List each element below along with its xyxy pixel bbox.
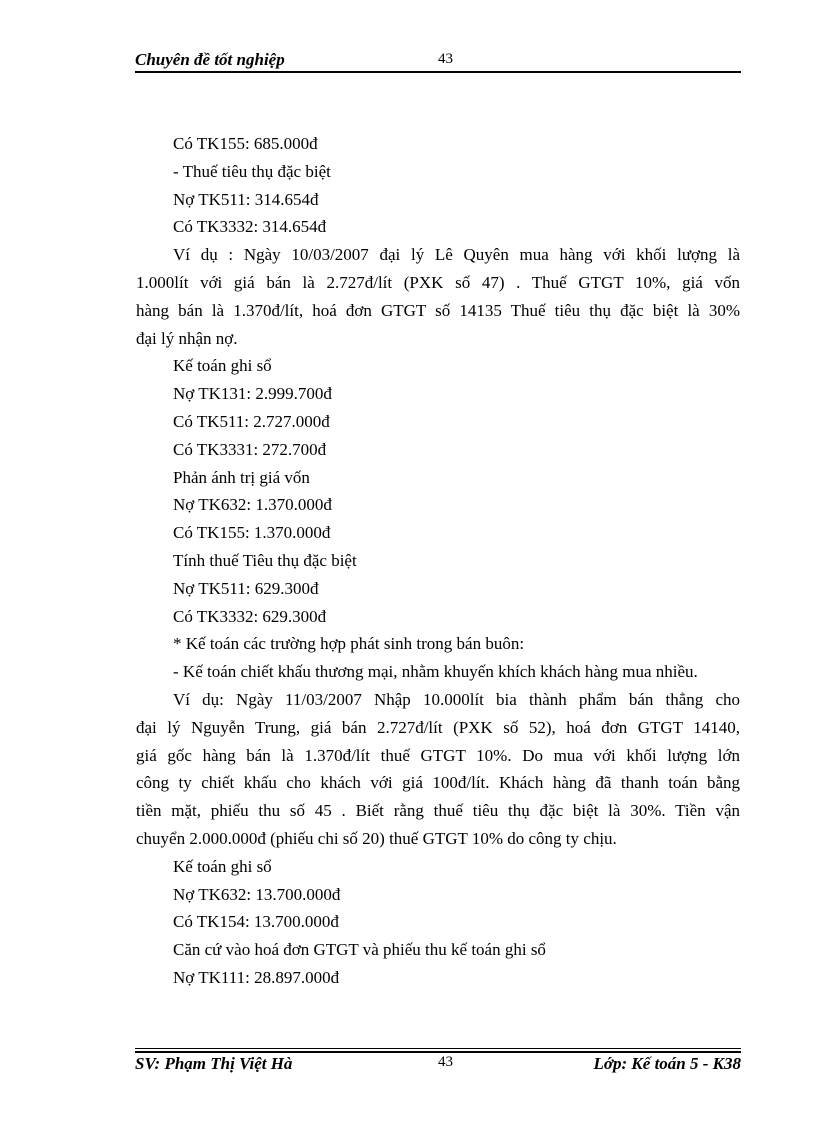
text-line: Nợ TK111: 28.897.000đ	[173, 967, 340, 987]
text-line: Nợ TK511: 314.654đ	[173, 189, 319, 209]
text-line: tiền mặt, phiếu thu số 45 . Biết rằng thuế tiêu thụ đặc biệt là 30%. Tiền vận	[136, 801, 740, 821]
text-line: Có TK3332: 314.654đ	[173, 217, 327, 237]
footer-page-number: 43	[438, 1054, 453, 1070]
page-footer	[135, 1053, 741, 1077]
text-line: - Kế toán chiết khấu thương mại, nhằm khuyến khích khách hàng mua nhiều.	[173, 662, 698, 682]
text-line: Có TK3332: 629.300đ	[173, 606, 327, 626]
text-line: Kế toán ghi sổ	[173, 856, 272, 876]
footer-student-name: SV: Phạm Thị Việt Hà	[135, 1054, 293, 1073]
text-line: đại lý nhận nợ.	[136, 328, 238, 348]
text-line: Nợ TK632: 1.370.000đ	[173, 495, 332, 515]
text-line: - Thuế tiêu thụ đặc biệt	[173, 161, 331, 181]
header-divider	[135, 71, 741, 73]
text-line: Có TK3331: 272.700đ	[173, 439, 327, 459]
text-line: * Kế toán các trường hợp phát sinh trong bán buôn:	[173, 634, 525, 654]
text-line: Có TK155: 685.000đ	[173, 134, 318, 153]
text-line: Có TK154: 13.700.000đ	[173, 912, 339, 932]
footer-class: Lớp: Kế toán 5 - K38	[593, 1054, 741, 1073]
text-line: Nợ TK131: 2.999.700đ	[173, 384, 332, 404]
header-title: Chuyên đề tốt nghiệp	[135, 50, 285, 69]
text-line: Có TK511: 2.727.000đ	[173, 411, 330, 431]
text-line: Phản ánh trị giá vốn	[173, 467, 310, 487]
text-line: Có TK155: 1.370.000đ	[173, 523, 331, 543]
text-line: 1.000lít với giá bán là 2.727đ/lít (PXK số 47) . Thuế GTGT 10%, giá vốn	[136, 272, 740, 292]
text-line: Nợ TK632: 13.700.000đ	[173, 884, 341, 904]
text-line: hàng bán là 1.370đ/lít, hoá đơn GTGT số 14135 Thuế tiêu thụ đặc biệt là 30%	[136, 300, 740, 320]
text-line: Tính thuế Tiêu thụ đặc biệt	[173, 550, 357, 570]
text-line: Căn cứ vào hoá đơn GTGT và phiếu thu kế toán ghi sổ	[173, 940, 546, 960]
text-line: Ví dụ: Ngày 11/03/2007 Nhập 10.000lít bia thành phẩm bán thẳng cho	[173, 689, 740, 709]
page-header	[135, 48, 740, 70]
header-page-number: 43	[438, 51, 453, 67]
text-line: đại lý Nguyễn Trung, giá bán 2.727đ/lít (PXK số 52), hoá đơn GTGT 14140,	[136, 717, 740, 737]
text-line: công ty chiết khấu cho khách với giá 100đ/lít. Khách hàng đã thanh toán bằng	[136, 773, 740, 793]
body-text	[136, 130, 740, 992]
footer-divider	[135, 1048, 741, 1049]
text-line: Nợ TK511: 629.300đ	[173, 578, 319, 598]
text-line: Kế toán ghi sổ	[173, 356, 272, 376]
text-line: Ví dụ : Ngày 10/03/2007 đại lý Lê Quyên mua hàng với khối lượng là	[173, 245, 740, 265]
text-line: giá gốc hàng bán là 1.370đ/lít thuế GTGT 10%. Do mua với khối lượng lớn	[136, 745, 740, 765]
text-line: chuyển 2.000.000đ (phiếu chi số 20) thuế GTGT 10% do công ty chịu.	[136, 828, 617, 848]
